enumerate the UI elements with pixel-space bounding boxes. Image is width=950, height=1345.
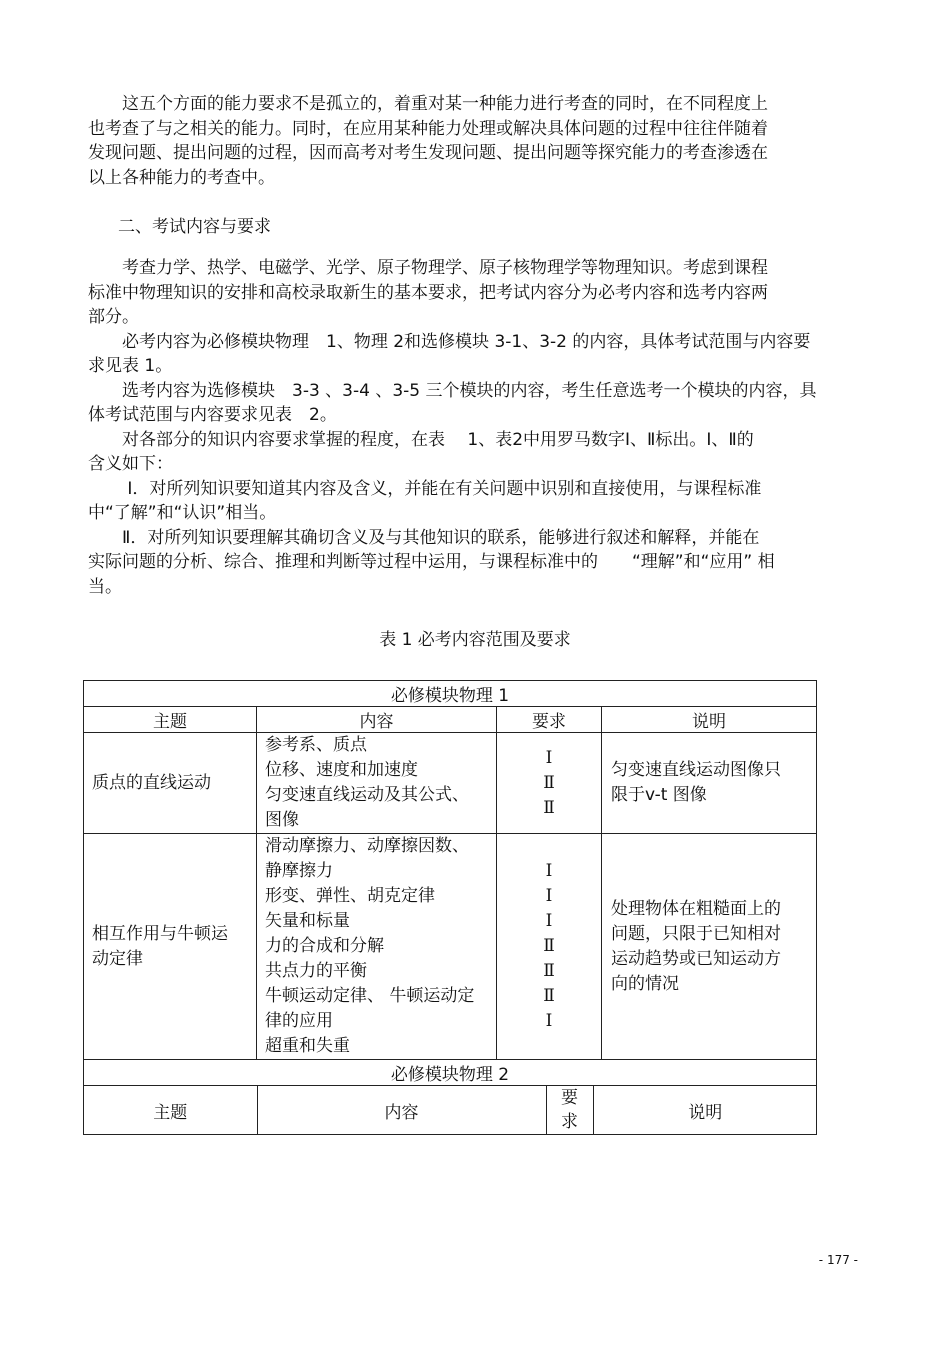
module-title: 必修模块物理 1 (84, 681, 817, 707)
content-item: 静摩擦力 (265, 861, 333, 881)
requirement-level: Ⅱ (543, 797, 555, 818)
module-title: 必修模块物理 2 (84, 1060, 817, 1086)
text-line: 必考内容为必修模块物理 1、物理 2和选修模块 3-1、3-2 的内容，具体考试范围与内容要 (88, 331, 811, 352)
requirement-level: Ⅱ (543, 772, 555, 793)
topic-line: 动定律 (92, 948, 143, 969)
text-line: 选考内容为选修模块 3-3 、3-4 、3-5 三个模块的内容，考生任意选考一个模块的内容，具 (88, 380, 817, 401)
requirement-level: Ⅱ (543, 961, 555, 981)
requirement-cell (497, 834, 602, 1060)
topic-cell: 质点的直线运动 (84, 733, 257, 834)
topic-cell (84, 834, 257, 1060)
table-caption: 表 1 必考内容范围及要求 (379, 630, 571, 650)
paragraph-ability (88, 92, 828, 190)
module2-header-row (84, 1086, 817, 1135)
content-item: 图像 (265, 810, 299, 830)
section-heading: 二、考试内容与要求 (118, 217, 271, 237)
text-line: 发现问题、提出问题的过程，因而高考对考生发现问题、提出问题等探究能力的考查渗透在 (88, 143, 768, 163)
content-item: 超重和失重 (265, 1036, 350, 1056)
content-item: 位移、速度和加速度 (265, 760, 418, 780)
text-line: 中“了解”和“认识”相当。 (88, 503, 277, 523)
requirements-table (83, 680, 817, 1135)
paragraph-content (88, 256, 828, 599)
content-cell (257, 733, 497, 834)
text-line: 这五个方面的能力要求不是孤立的，着重对某一种能力进行考查的同时，在不同程度上 (88, 94, 768, 114)
content-item: 匀变速直线运动及其公式、 (265, 785, 469, 805)
note-line: 向的情况 (611, 973, 679, 994)
content-item: 参考系、质点 (265, 735, 367, 755)
text-line: Ⅱ．对所列知识要理解其确切含义及与其他知识的联系，能够进行叙述和解释，并能在 (88, 527, 760, 548)
content-item: 牛顿运动定律、 牛顿运动定 (265, 986, 475, 1006)
note-line: 问题，只限于已知相对 (611, 923, 781, 944)
note-line: 匀变速直线运动图像只 (611, 760, 781, 780)
note-cell (602, 834, 817, 1060)
header-topic: 主题 (84, 707, 257, 733)
header-requirement-char: 求 (561, 1112, 578, 1132)
text-line: Ⅰ．对所列知识要知道其内容及含义，并能在有关问题中识别和直接使用，与课程标准 (88, 478, 762, 499)
content-item: 共点力的平衡 (265, 961, 367, 981)
text-line: 当。 (88, 576, 122, 597)
header-requirement-char: 要 (561, 1088, 578, 1108)
text-line: 部分。 (88, 307, 139, 327)
header-topic: 主题 (153, 1102, 188, 1123)
requirement-cell (497, 733, 602, 834)
text-line: 实际问题的分析、综合、推理和判断等过程中运用，与课程标准中的 “理解”和“应用” 相 (88, 552, 775, 572)
note-cell (602, 733, 817, 834)
table-row (84, 733, 817, 834)
content-item: 力的合成和分解 (265, 936, 384, 956)
text-line: 体考试范围与内容要求见表 2。 (88, 405, 337, 425)
text-line: 也考查了与之相关的能力。同时，在应用某种能力处理或解决具体问题的过程中往往伴随着 (88, 118, 768, 139)
requirement-level: Ⅰ (545, 747, 553, 768)
content-item: 律的应用 (265, 1011, 333, 1031)
header-note: 说明 (602, 707, 817, 733)
content-item: 形变、弹性、胡克定律 (265, 886, 435, 906)
text-line: 标准中物理知识的安排和高校录取新生的基本要求，把考试内容分为必考内容和选考内容两 (88, 282, 768, 303)
requirement-level: Ⅱ (543, 936, 555, 956)
header-content: 内容 (257, 707, 497, 733)
text-line: 对各部分的知识内容要求掌握的程度，在表 1、表2中用罗马数字Ⅰ、Ⅱ标出。Ⅰ、Ⅱ的 (88, 429, 754, 450)
text-line: 求见表 1。 (88, 356, 173, 376)
table-row (84, 834, 817, 1060)
topic-line: 相互作用与牛顿运 (92, 923, 228, 944)
requirement-level: Ⅰ (545, 1011, 553, 1031)
requirement-level: Ⅰ (545, 886, 553, 906)
text-line: 考查力学、热学、电磁学、光学、原子物理学、原子核物理学等物理知识。考虑到课程 (88, 258, 768, 278)
text-line: 以上各种能力的考查中。 (88, 167, 275, 188)
header-content: 内容 (257, 1086, 546, 1134)
content-item: 矢量和标量 (265, 911, 350, 931)
content-item: 滑动摩擦力、动摩擦因数、 (265, 836, 469, 856)
header-requirement: 要求 (497, 707, 602, 733)
note-line: 限于v-t 图像 (611, 785, 707, 805)
requirement-level: Ⅱ (543, 986, 555, 1006)
requirement-level: Ⅰ (545, 911, 553, 931)
header-note: 说明 (593, 1086, 817, 1134)
note-line: 运动趋势或已知运动方 (611, 948, 781, 969)
requirement-level: Ⅰ (545, 861, 553, 881)
text-line: 含义如下： (88, 454, 173, 474)
note-line: 处理物体在粗糙面上的 (611, 898, 781, 919)
page-number: - 177 - (818, 1253, 858, 1267)
header-requirement (546, 1086, 593, 1134)
module2-header (84, 1086, 817, 1134)
content-cell (257, 834, 497, 1060)
